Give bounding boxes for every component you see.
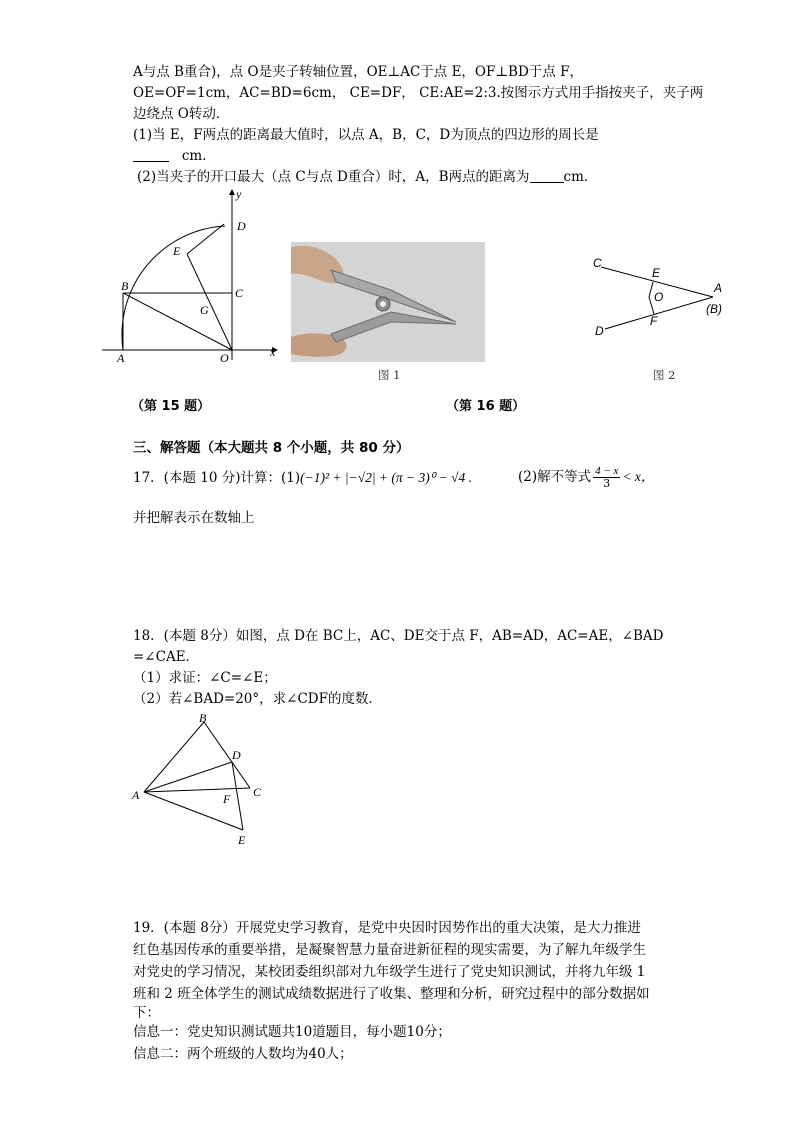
unit-cm: cm． (563, 169, 598, 185)
q17-line2: 并把解表示在数轴上 (133, 510, 255, 526)
label-a: A (117, 351, 125, 365)
q18-line2: =∠CAE． (133, 649, 200, 665)
segment-eo (649, 282, 653, 297)
label-c: C (253, 785, 262, 799)
fraction (593, 465, 620, 490)
fraction-denominator: 3 (603, 477, 611, 490)
figure-2-caption: 图 2 (653, 368, 676, 382)
label-e: E (652, 266, 661, 280)
label-a: A (714, 281, 723, 295)
segment-de (232, 762, 243, 830)
figure-15-diagram (100, 186, 285, 371)
q15-text-line3: 边绕点 O转动． (133, 106, 230, 122)
figure-1-caption: 图 1 (378, 368, 401, 382)
q19-line4: 班和 2 班全体学生的测试成绩数据进行了收集、整理和分析，研究过程中的部分数据如 (133, 986, 650, 1002)
segment-eo (187, 254, 232, 350)
q17-part2-prefix: (2)解不等式 (518, 469, 592, 485)
label-a: A (132, 788, 140, 802)
label-o: O (654, 290, 664, 304)
segment-bc (204, 722, 250, 788)
figure-18-diagram (128, 708, 278, 850)
label-y: y (236, 187, 242, 201)
y-axis-arrow (229, 189, 235, 195)
label-b: B (121, 279, 129, 293)
figure-16-diagram (585, 253, 730, 343)
answer-blank (530, 168, 564, 183)
q17-expression: (−1)² + |−√2| + (π − 3)⁰ − √4 . (300, 470, 472, 485)
label-e: E (173, 244, 181, 258)
q19-line2: 红色基因传承的重要举措，是凝聚智慧力量奋进新征程的现实需要，为了解九年级学生 (133, 942, 646, 958)
q19-line3: 对党史的学习情况，某校团委组织部对九年级学生进行了党史知识测试，并将九年级 1 (133, 964, 646, 980)
label-c: C (593, 256, 602, 270)
label-o: O (220, 351, 229, 365)
label-b: (B) (706, 302, 722, 316)
clip-photo (291, 242, 485, 362)
fraction-numerator: 4 − x (595, 465, 619, 477)
label-x: x (270, 345, 276, 359)
q19-info2: 信息二：两个班级的人数均为40人； (133, 1046, 353, 1062)
label-d: D (595, 324, 604, 338)
q15-text-line2: OE=OF=1cm，AC=BD=6cm， CE=DF， CE:AE=2:3.按图示方式用手指按夹子，夹子两 (133, 85, 704, 101)
q16-part1-answer (133, 146, 216, 166)
label-f: F (650, 314, 658, 328)
q17-part2 (518, 462, 654, 492)
q18-line1: 18．(本题 8分）如图，点 D在 BC上，AC、DE交于点 F，AB=AD，AC=AE，∠BAD (133, 628, 664, 644)
answer-blank (133, 147, 169, 162)
label-f: F (223, 792, 231, 806)
label-b: B (199, 711, 207, 725)
q17-part2-suffix: < x， (622, 469, 655, 484)
figure-16-caption: （第 16 题） (446, 399, 526, 414)
label-e: E (238, 833, 246, 847)
q18-line4: （2）若∠BAD=20°，求∠CDF的度数． (133, 691, 382, 707)
label-g: G (200, 303, 209, 317)
q15-text-line1: A与点 B重合)，点 O是夹子转轴位置，OE⊥AC于点 E，OF⊥BD于点 F， (133, 64, 583, 80)
q17-line1 (133, 468, 472, 488)
label-d: D (237, 219, 246, 233)
q16-part1-text: (1)当 E，F两点的距离最大值时，以点 A，B，C，D为顶点的四边形的周长是 (133, 127, 599, 143)
q18-line3: （1）求证：∠C=∠E； (133, 670, 277, 686)
q16-part2 (137, 167, 597, 187)
figure-15-caption: （第 15 题） (131, 399, 211, 414)
segment-bo (123, 293, 232, 350)
q19-line5: 下： (133, 1005, 160, 1021)
section-heading: 三、解答题（本大题共 8 个小题，共 80 分） (133, 440, 410, 456)
q19-line1: 19．(本题 8分）开展党史学习教育，是党中央因时因势作出的重大决策，是大力推进 (133, 920, 641, 936)
q16-part2-text: (2)当夹子的开口最大（点 C与点 D重合）时，A，B两点的距离为 (137, 169, 530, 185)
segment-ac (144, 788, 250, 792)
unit-cm: cm． (181, 148, 216, 164)
label-d: D (232, 748, 241, 762)
q19-info1: 信息一：党史知识测试题共10道题目，每小题10分； (133, 1024, 451, 1040)
q17-prefix: 17．(本题 10 分)计算：(1) (133, 470, 301, 486)
label-c: C (235, 286, 244, 300)
